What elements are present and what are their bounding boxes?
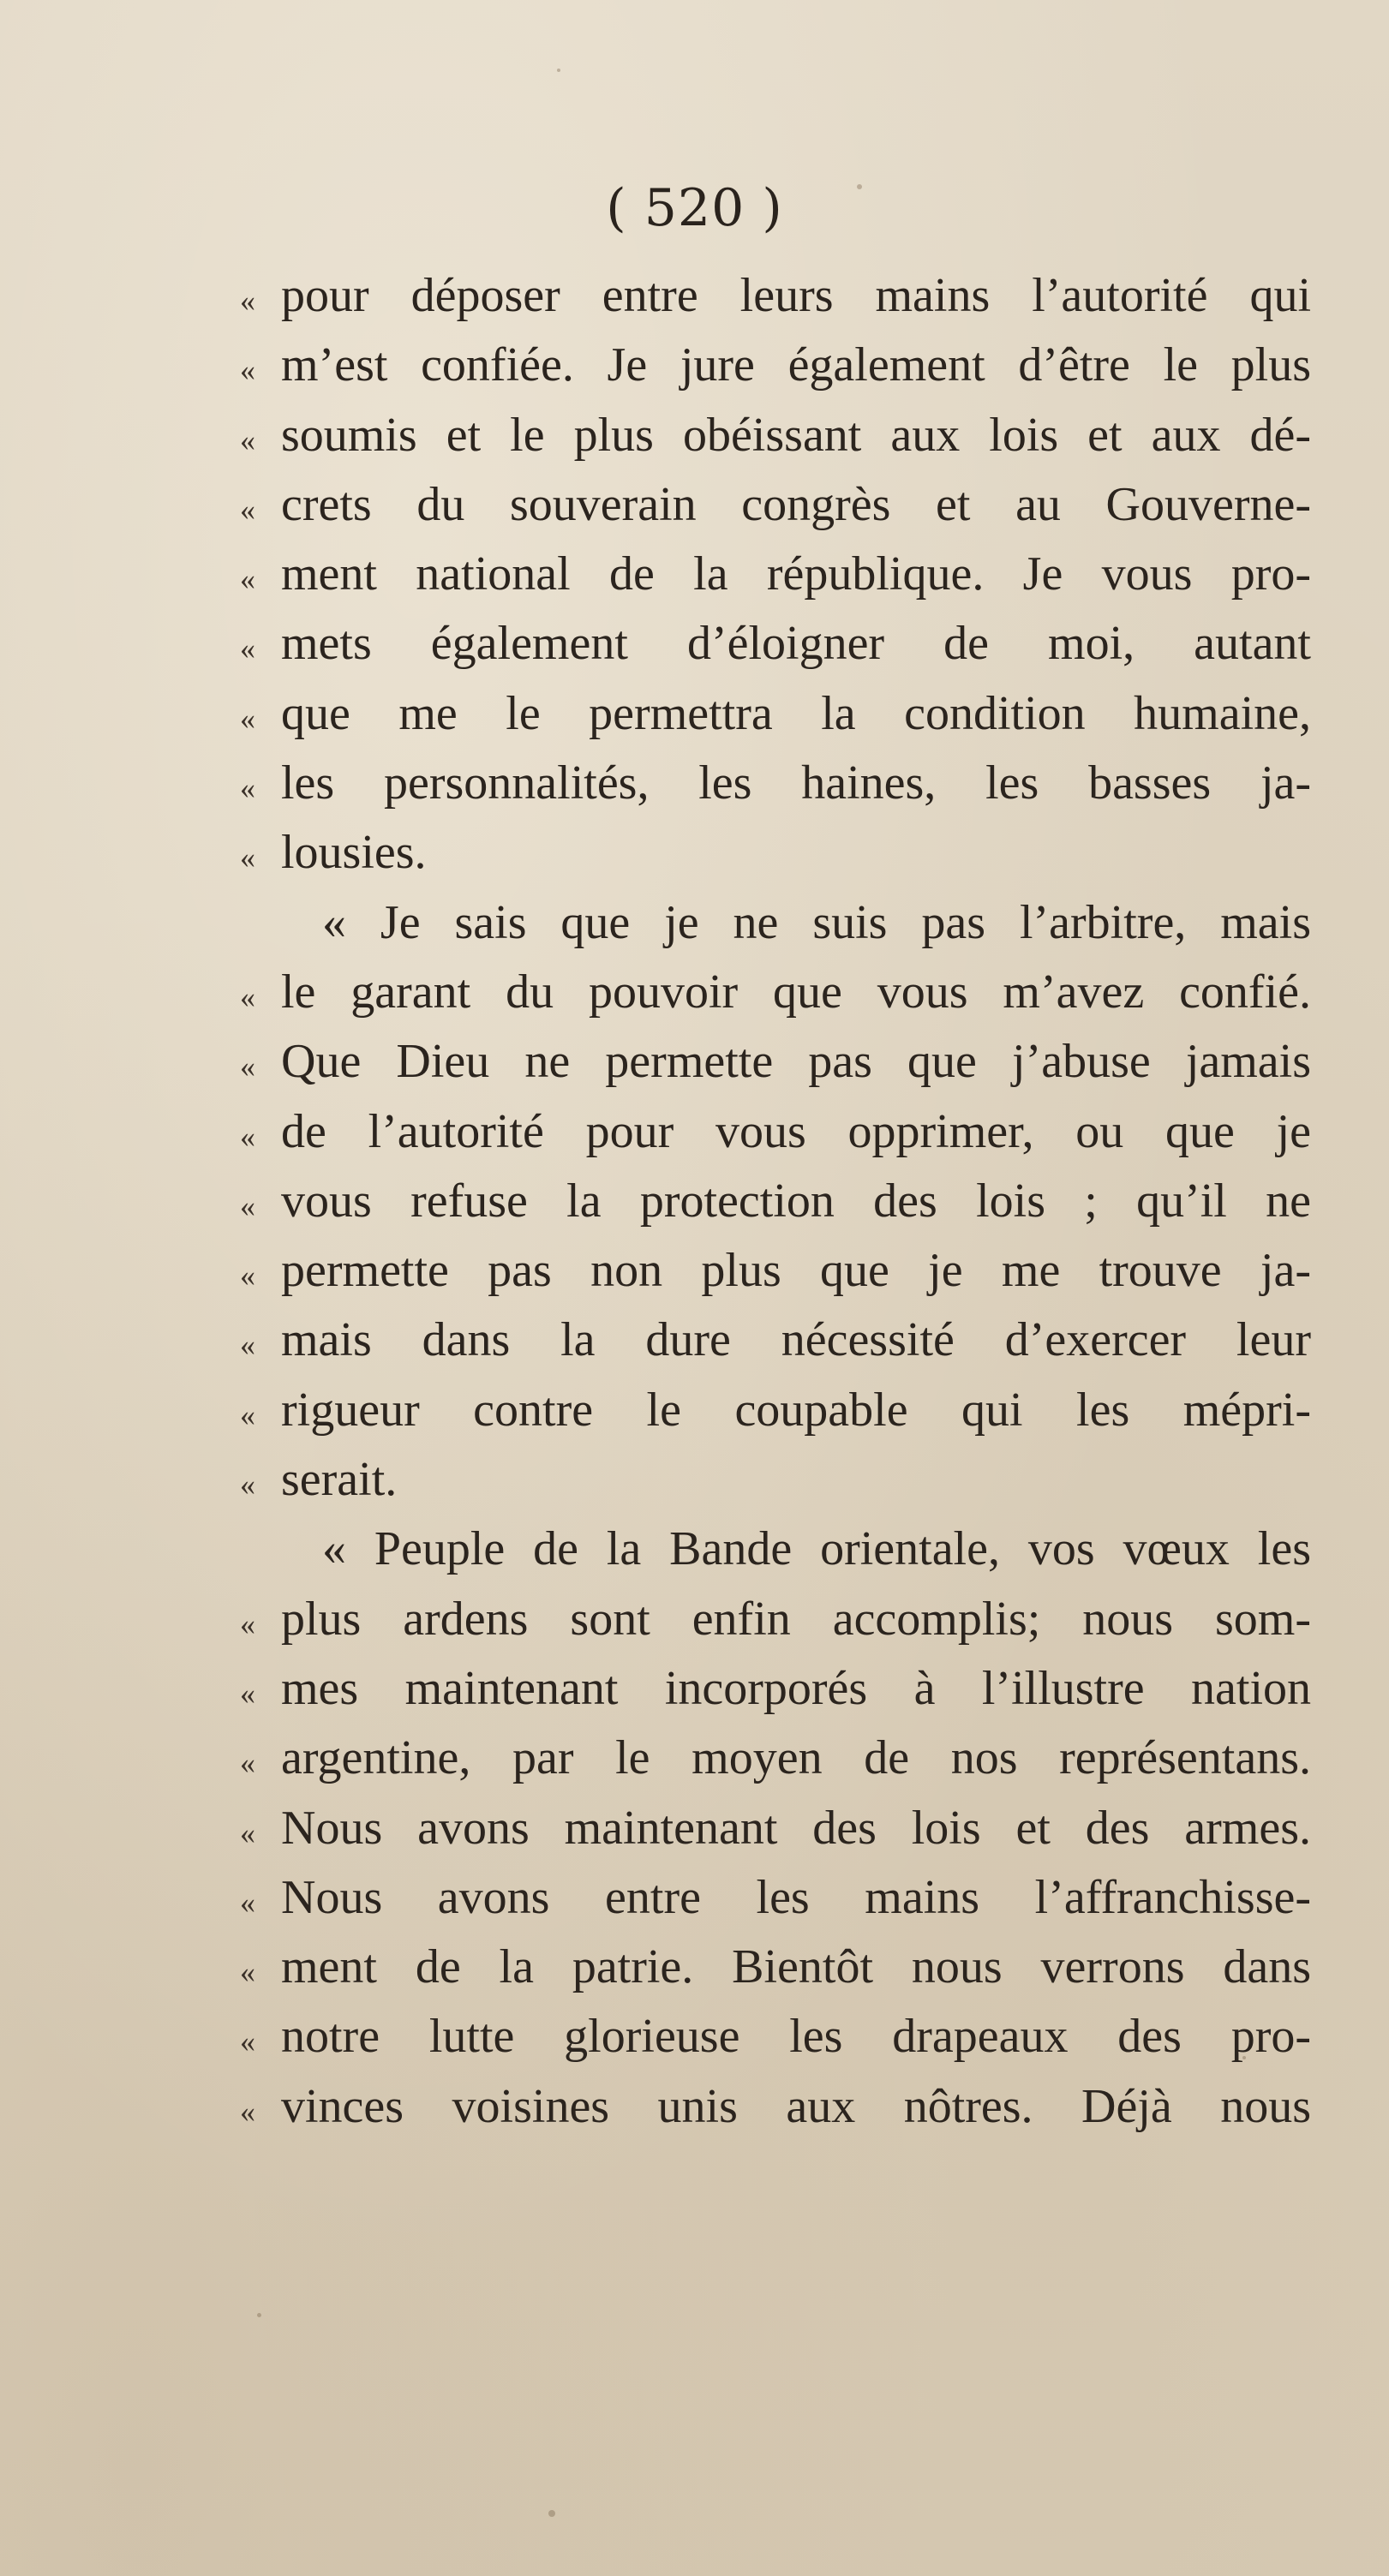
text-line [240, 261, 1311, 331]
text-line [240, 1306, 1311, 1375]
quote-mark: « [240, 1328, 255, 1363]
text-line [240, 1097, 1311, 1167]
quote-mark: « [240, 1397, 255, 1432]
line-text: Nous avons entre les mains l’affranchisse- [281, 1870, 1311, 1924]
quote-mark: « [240, 631, 255, 666]
line-text: Nous avons maintenant des lois et des armes. [281, 1801, 1311, 1855]
line-text: mes maintenant incorporés à l’illustre nation [281, 1661, 1311, 1715]
quote-mark: « [240, 1606, 255, 1641]
text-line [240, 331, 1311, 400]
quote-mark: « [240, 492, 255, 527]
text-line [240, 1794, 1311, 1863]
text-line [240, 958, 1311, 1027]
text-line [240, 818, 1311, 888]
quote-mark: « [240, 1188, 255, 1223]
line-text: vinces voisines unis aux nôtres. Déjà nous [281, 2079, 1311, 2133]
quote-mark: « [240, 1746, 255, 1781]
text-line [240, 2072, 1311, 2142]
line-text: que me le permettra la condition humaine, [281, 686, 1311, 740]
line-text: vous refuse la protection des lois ; qu’il ne [281, 1174, 1311, 1228]
quote-mark: « [240, 2094, 255, 2129]
text-line [240, 749, 1311, 818]
line-text: mais dans la dure nécessité d’exercer leur [281, 1313, 1311, 1367]
quote-mark: « [240, 562, 255, 597]
line-text: soumis et le plus obéissant aux lois et aux dé- [281, 408, 1311, 462]
line-text: plus ardens sont enfin accomplis; nous som- [281, 1592, 1311, 1646]
line-text: crets du souverain congrès et au Gouverne- [281, 477, 1311, 531]
text-line [240, 888, 1311, 958]
text-line [240, 1445, 1311, 1515]
quote-mark: « [240, 1258, 255, 1294]
line-text: argentine, par le moyen de nos représentans. [281, 1731, 1311, 1785]
line-text: notre lutte glorieuse les drapeaux des pro- [281, 2010, 1311, 2064]
quote-mark: « [240, 701, 255, 736]
paper-speck [557, 69, 560, 72]
line-text: ment de la patrie. Bientôt nous verrons dans [281, 1940, 1311, 1994]
line-text: Que Dieu ne permette pas que j’abuse jamais [281, 1035, 1311, 1089]
line-text: ment national de la république. Je vous pro- [281, 547, 1311, 601]
quote-mark: « [240, 284, 255, 318]
paper-speck [257, 2313, 261, 2317]
text-line [240, 679, 1311, 749]
text-line [240, 1027, 1311, 1097]
quote-mark: « [240, 1467, 255, 1503]
quote-mark: « [240, 1049, 255, 1085]
text-line [240, 1236, 1311, 1306]
line-text: permette pas non plus que je me trouve ja- [281, 1244, 1311, 1298]
line-text: le garant du pouvoir que vous m’avez confié. [281, 965, 1311, 1019]
line-text: les personnalités, les haines, les basses ja- [281, 756, 1311, 810]
quote-mark: « [240, 422, 255, 457]
quote-mark: « [240, 353, 255, 388]
text-line [240, 1654, 1311, 1724]
text-line [240, 1376, 1311, 1445]
line-text: de l’autorité pour vous opprimer, ou que je [281, 1104, 1311, 1158]
quote-mark: « [240, 1815, 255, 1850]
quote-mark: « [240, 979, 255, 1014]
line-text: lousies. [281, 826, 427, 880]
text-line [240, 401, 1311, 470]
quote-mark: « [240, 1885, 255, 1920]
text-line [240, 609, 1311, 678]
quote-mark: « [240, 1119, 255, 1154]
text-line [240, 540, 1311, 609]
line-text: « Je sais que je ne suis pas l’arbitre, mais [322, 895, 1311, 949]
paper-speck [548, 2510, 555, 2517]
line-text: pour déposer entre leurs mains l’autorité qui [281, 269, 1311, 322]
page-number: ( 520 ) [606, 178, 783, 238]
quote-mark: « [240, 1955, 255, 1990]
line-text: m’est confiée. Je jure également d’être le plus [281, 338, 1311, 392]
text-line [240, 1515, 1311, 1584]
text-line [240, 1933, 1311, 2002]
line-text: mets également d’éloigner de moi, autant [281, 617, 1311, 671]
body-text [240, 261, 1311, 2142]
line-text: « Peuple de la Bande orientale, vos vœux les [322, 1522, 1311, 1576]
line-text: rigueur contre le coupable qui les mépri- [281, 1383, 1311, 1437]
quote-mark: « [240, 840, 255, 876]
line-text: serait. [281, 1453, 398, 1507]
text-line [240, 1167, 1311, 1236]
text-line [240, 470, 1311, 540]
text-line [240, 1585, 1311, 1654]
text-line [240, 1863, 1311, 1933]
quote-mark: « [240, 2024, 255, 2059]
text-line [240, 2002, 1311, 2071]
quote-mark: « [240, 771, 255, 806]
text-line [240, 1724, 1311, 1793]
quote-mark: « [240, 1676, 255, 1711]
